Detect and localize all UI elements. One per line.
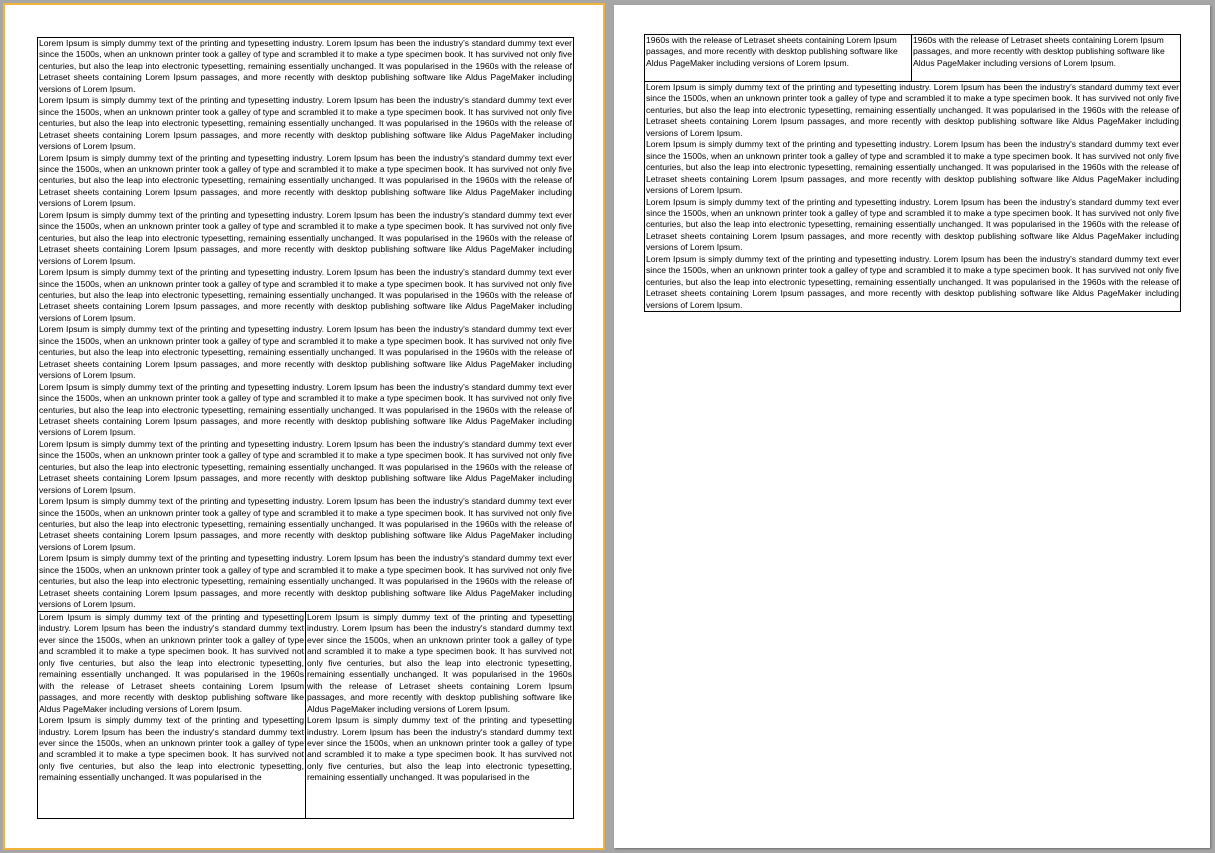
page1-main-text bbox=[39, 38, 572, 611]
page2-full-width-cell[interactable] bbox=[645, 82, 1181, 312]
paragraph: Lorem Ipsum is simply dummy text of the printing and typesetting industry. Lorem Ipsum has been the industry's standard dummy text ever since the 1500s, when an unknown printer took a galley of type and scrambled it to make a type specimen book. It has survived not only five centuries, but also the leap into electronic typesetting, remaining essentially unchanged. It was popularised in the 1960s with the release of Letraset sheets containing Lorem Ipsum passages, and more recently with desktop publishing software like Aldus PageMaker including versions of Lorem Ipsum. bbox=[39, 267, 572, 323]
paragraph: Lorem Ipsum is simply dummy text of the printing and typesetting industry. Lorem Ipsum has been the industry's standard dummy text ever since the 1500s, when an unknown printer took a galley of type and scrambled it to make a type specimen book. It has survived not only five centuries, but also the leap into electronic typesetting, remaining essentially unchanged. It was popularised in the 1960s with the release of Letraset sheets containing Lorem Ipsum passages, and more recently with desktop publishing software like Aldus PageMaker including versions of Lorem Ipsum. bbox=[39, 38, 572, 94]
paragraph: Lorem Ipsum is simply dummy text of the printing and typesetting industry. Lorem Ipsum has been the industry's standard dummy text ever since the 1500s, when an unknown printer took a galley of type and scrambled it to make a type specimen book. It has survived not only five centuries, but also the leap into electronic typesetting, remaining essentially unchanged. It was popularised in the 1960s with the release of Letraset sheets containing Lorem Ipsum passages, and more recently with desktop publishing software like Aldus PageMaker including versions of Lorem Ipsum. bbox=[39, 324, 572, 381]
paragraph: Lorem Ipsum is simply dummy text of the printing and typesetting industry. Lorem Ipsum has been the industry's standard dummy text ever since the 1500s, when an unknown printer took a galley of type and scrambled it to make a type specimen book. It has survived not only five centuries, but also the leap into electronic typesetting, remaining essentially unchanged. It was popularised in the 1960s with the release of Letraset sheets containing Lorem Ipsum passages, and more recently with desktop publishing software like Aldus PageMaker including versions of Lorem Ipsum. bbox=[39, 612, 304, 714]
paragraph: Lorem Ipsum is simply dummy text of the printing and typesetting industry. Lorem Ipsum has been the industry's standard dummy text ever since the 1500s, when an unknown printer took a galley of type and scrambled it to make a type specimen book. It has survived not only five centuries, but also the leap into electronic typesetting, remaining essentially unchanged. It was popularised in the bbox=[39, 715, 304, 783]
paragraph: Lorem Ipsum is simply dummy text of the printing and typesetting industry. Lorem Ipsum has been the industry's standard dummy text ever since the 1500s, when an unknown printer took a galley of type and scrambled it to make a type specimen book. It has survived not only five centuries, but also the leap into electronic typesetting, remaining essentially unchanged. It was popularised in the 1960s with the release of Letraset sheets containing Lorem Ipsum passages, and more recently with desktop publishing software like Aldus PageMaker including versions of Lorem Ipsum. bbox=[39, 381, 572, 438]
paragraph: 1960s with the release of Letraset sheets containing Lorem Ipsum passages, and more recently with desktop publishing software like Aldus PageMaker including versions of Lorem Ipsum. bbox=[646, 35, 898, 68]
page2-left-cell[interactable] bbox=[645, 35, 912, 82]
paragraph: Lorem Ipsum is simply dummy text of the printing and typesetting industry. Lorem Ipsum has been the industry's standard dummy text ever since the 1500s, when an unknown printer took a galley of type and scrambled it to make a type specimen book. It has survived not only five centuries, but also the leap into electronic typesetting, remaining essentially unchanged. It was popularised in the 1960s with the release of Letraset sheets containing Lorem Ipsum passages, and more recently with desktop publishing software like Aldus PageMaker including versions of Lorem Ipsum. bbox=[39, 553, 572, 610]
page1-left-cell[interactable] bbox=[38, 612, 306, 819]
paragraph: Lorem Ipsum is simply dummy text of the printing and typesetting industry. Lorem Ipsum has been the industry's standard dummy text ever since the 1500s, when an unknown printer took a galley of type and scrambled it to make a type specimen book. It has survived not only five centuries, but also the leap into electronic typesetting, remaining essentially unchanged. It was popularised in the 1960s with the release of Letraset sheets containing Lorem Ipsum passages, and more recently with desktop publishing software like Aldus PageMaker including versions of Lorem Ipsum. bbox=[646, 82, 1179, 138]
document-page-1[interactable] bbox=[5, 5, 603, 848]
paragraph: Lorem Ipsum is simply dummy text of the printing and typesetting industry. Lorem Ipsum has been the industry's standard dummy text ever since the 1500s, when an unknown printer took a galley of type and scrambled it to make a type specimen book. It has survived not only five centuries, but also the leap into electronic typesetting, remaining essentially unchanged. It was popularised in the 1960s with the release of Letraset sheets containing Lorem Ipsum passages, and more recently with desktop publishing software like Aldus PageMaker including versions of Lorem Ipsum. bbox=[646, 253, 1179, 310]
paragraph: Lorem Ipsum is simply dummy text of the printing and typesetting industry. Lorem Ipsum has been the industry's standard dummy text ever since the 1500s, when an unknown printer took a galley of type and scrambled it to make a type specimen book. It has survived not only five centuries, but also the leap into electronic typesetting, remaining essentially unchanged. It was popularised in the 1960s with the release of Letraset sheets containing Lorem Ipsum passages, and more recently with desktop publishing software like Aldus PageMaker including versions of Lorem Ipsum. bbox=[39, 496, 572, 552]
paragraph: Lorem Ipsum is simply dummy text of the printing and typesetting industry. Lorem Ipsum has been the industry's standard dummy text ever since the 1500s, when an unknown printer took a galley of type and scrambled it to make a type specimen book. It has survived not only five centuries, but also the leap into electronic typesetting, remaining essentially unchanged. It was popularised in the bbox=[307, 715, 572, 783]
page2-table bbox=[644, 34, 1181, 312]
paragraph: Lorem Ipsum is simply dummy text of the printing and typesetting industry. Lorem Ipsum has been the industry's standard dummy text ever since the 1500s, when an unknown printer took a galley of type and scrambled it to make a type specimen book. It has survived not only five centuries, but also the leap into electronic typesetting, remaining essentially unchanged. It was popularised in the 1960s with the release of Letraset sheets containing Lorem Ipsum passages, and more recently with desktop publishing software like Aldus PageMaker including versions of Lorem Ipsum. bbox=[39, 152, 572, 209]
paragraph: Lorem Ipsum is simply dummy text of the printing and typesetting industry. Lorem Ipsum has been the industry's standard dummy text ever since the 1500s, when an unknown printer took a galley of type and scrambled it to make a type specimen book. It has survived not only five centuries, but also the leap into electronic typesetting, remaining essentially unchanged. It was popularised in the 1960s with the release of Letraset sheets containing Lorem Ipsum passages, and more recently with desktop publishing software like Aldus PageMaker including versions of Lorem Ipsum. bbox=[307, 612, 572, 714]
paragraph: 1960s with the release of Letraset sheets containing Lorem Ipsum passages, and more recently with desktop publishing software like Aldus PageMaker including versions of Lorem Ipsum. bbox=[913, 35, 1165, 68]
paragraph: Lorem Ipsum is simply dummy text of the printing and typesetting industry. Lorem Ipsum has been the industry's standard dummy text ever since the 1500s, when an unknown printer took a galley of type and scrambled it to make a type specimen book. It has survived not only five centuries, but also the leap into electronic typesetting, remaining essentially unchanged. It was popularised in the 1960s with the release of Letraset sheets containing Lorem Ipsum passages, and more recently with desktop publishing software like Aldus PageMaker including versions of Lorem Ipsum. bbox=[646, 196, 1179, 253]
page1-table bbox=[37, 37, 574, 819]
paragraph: Lorem Ipsum is simply dummy text of the printing and typesetting industry. Lorem Ipsum has been the industry's standard dummy text ever since the 1500s, when an unknown printer took a galley of type and scrambled it to make a type specimen book. It has survived not only five centuries, but also the leap into electronic typesetting, remaining essentially unchanged. It was popularised in the 1960s with the release of Letraset sheets containing Lorem Ipsum passages, and more recently with desktop publishing software like Aldus PageMaker including versions of Lorem Ipsum. bbox=[39, 209, 572, 266]
paragraph: Lorem Ipsum is simply dummy text of the printing and typesetting industry. Lorem Ipsum has been the industry's standard dummy text ever since the 1500s, when an unknown printer took a galley of type and scrambled it to make a type specimen book. It has survived not only five centuries, but also the leap into electronic typesetting, remaining essentially unchanged. It was popularised in the 1960s with the release of Letraset sheets containing Lorem Ipsum passages, and more recently with desktop publishing software like Aldus PageMaker including versions of Lorem Ipsum. bbox=[39, 95, 572, 152]
paragraph: Lorem Ipsum is simply dummy text of the printing and typesetting industry. Lorem Ipsum has been the industry's standard dummy text ever since the 1500s, when an unknown printer took a galley of type and scrambled it to make a type specimen book. It has survived not only five centuries, but also the leap into electronic typesetting, remaining essentially unchanged. It was popularised in the 1960s with the release of Letraset sheets containing Lorem Ipsum passages, and more recently with desktop publishing software like Aldus PageMaker including versions of Lorem Ipsum. bbox=[39, 438, 572, 495]
page2-right-cell[interactable] bbox=[912, 35, 1181, 82]
document-page-2[interactable] bbox=[614, 5, 1210, 848]
paragraph: Lorem Ipsum is simply dummy text of the printing and typesetting industry. Lorem Ipsum has been the industry's standard dummy text ever since the 1500s, when an unknown printer took a galley of type and scrambled it to make a type specimen book. It has survived not only five centuries, but also the leap into electronic typesetting, remaining essentially unchanged. It was popularised in the 1960s with the release of Letraset sheets containing Lorem Ipsum passages, and more recently with desktop publishing software like Aldus PageMaker including versions of Lorem Ipsum. bbox=[646, 139, 1179, 196]
page1-full-width-cell[interactable] bbox=[38, 38, 574, 612]
page2-main-text bbox=[646, 82, 1179, 311]
page1-right-cell[interactable] bbox=[306, 612, 574, 819]
